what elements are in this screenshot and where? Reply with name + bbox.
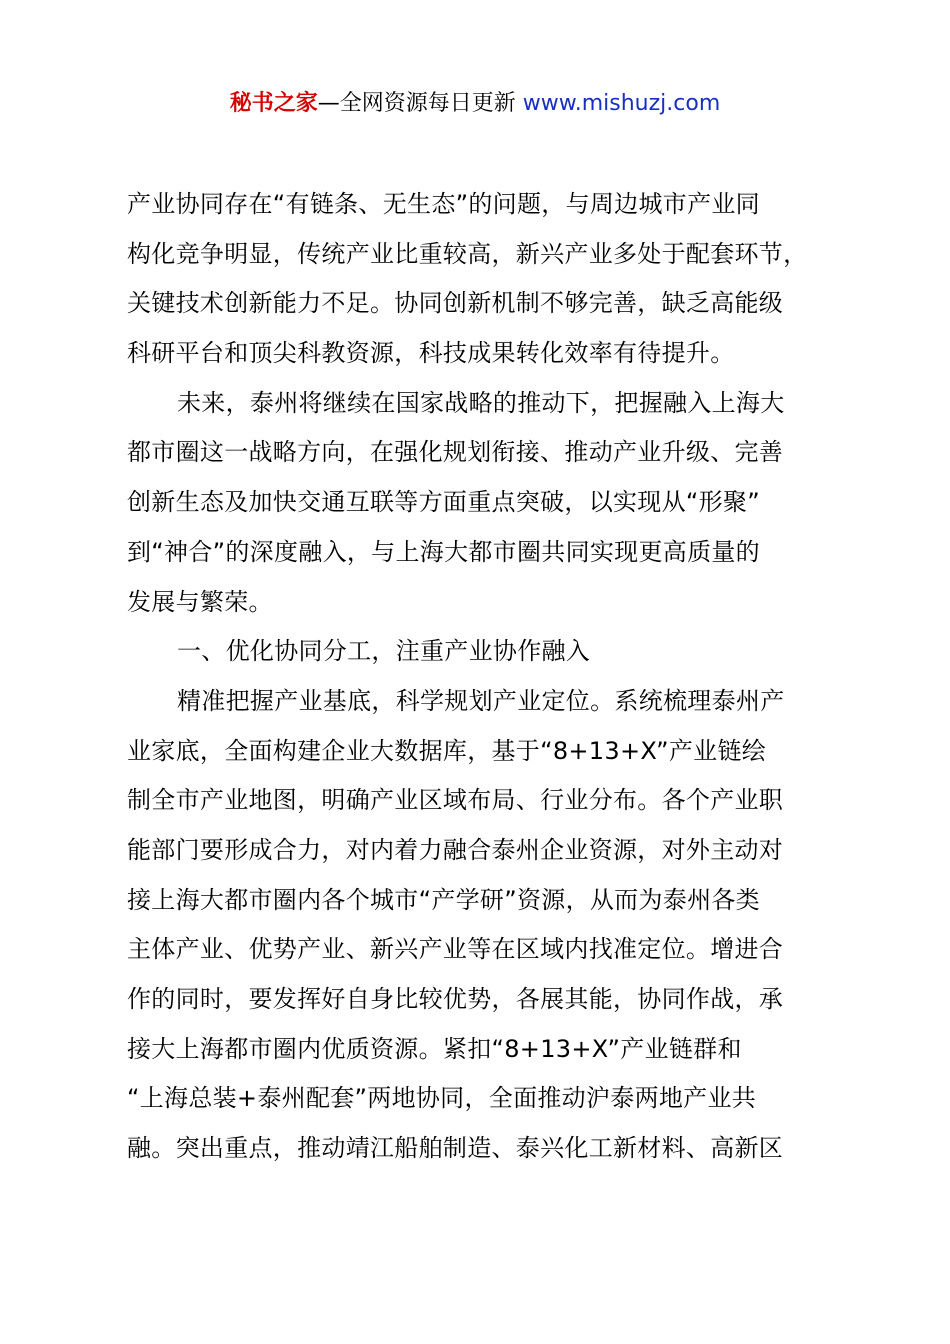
text-line: 发展与繁荣。	[127, 587, 273, 616]
header-slogan: —全网资源每日更新	[317, 91, 523, 116]
text-line: 都市圈这一战略方向，在强化规划衔接、推动产业升级、完善	[127, 438, 784, 467]
page-header	[0, 86, 950, 122]
text-line: 到“神合”的深度融入，与上海大都市圈共同实现更高质量的	[127, 537, 760, 566]
paragraph-start-line: 未来，泰州将继续在国家战略的推动下，把握融入上海大	[177, 388, 785, 417]
text-line: 业家底，全面构建企业大数据库，基于“8+13+X”产业链绘	[127, 736, 767, 765]
text-line: 创新生态及加快交通互联等方面重点突破，以实现从“形聚”	[127, 488, 760, 517]
text-line: 作的同时，要发挥好自身比较优势，各展其能，协同作战，承	[127, 985, 784, 1013]
text-line: 融。突出重点，推动靖江船舶制造、泰兴化工新材料、高新区	[127, 1134, 784, 1163]
text-line: 构化竞争明显，传统产业比重较高，新兴产业多处于配套环节，	[127, 239, 808, 268]
text-line: 接大上海都市圈内优质资源。紧扣“8+13+X”产业链群和	[127, 1034, 742, 1063]
text-line: 产业协同存在“有链条、无生态”的问题，与周边城市产业同	[127, 190, 760, 218]
text-line: 科研平台和顶尖科教资源，科技成果转化效率有待提升。	[127, 339, 735, 368]
section-heading: 一、优化协同分工，注重产业协作融入	[177, 637, 591, 666]
text-line: “上海总装+泰州配套”两地协同，全面推动沪泰两地产业共	[127, 1084, 757, 1113]
document-body	[127, 180, 837, 1174]
paragraph-start-line: 精准把握产业基底，科学规划产业定位。系统梳理泰州产	[177, 686, 785, 715]
text-line: 制全市产业地图，明确产业区域布局、行业分布。各个产业职	[127, 786, 784, 815]
text-line: 接上海大都市圈内各个城市“产学研”资源，从而为泰州各类	[127, 885, 760, 914]
header-url[interactable]: www.mishuzj.com	[522, 91, 721, 116]
text-line: 关键技术创新能力不足。协同创新机制不够完善，缺乏高能级	[127, 289, 784, 318]
text-line: 主体产业、优势产业、新兴产业等在区域内找准定位。增进合	[127, 935, 784, 964]
text-line: 能部门要形成合力，对内着力融合泰州企业资源，对外主动对	[127, 835, 784, 864]
brand-name: 秘书之家	[229, 91, 318, 116]
